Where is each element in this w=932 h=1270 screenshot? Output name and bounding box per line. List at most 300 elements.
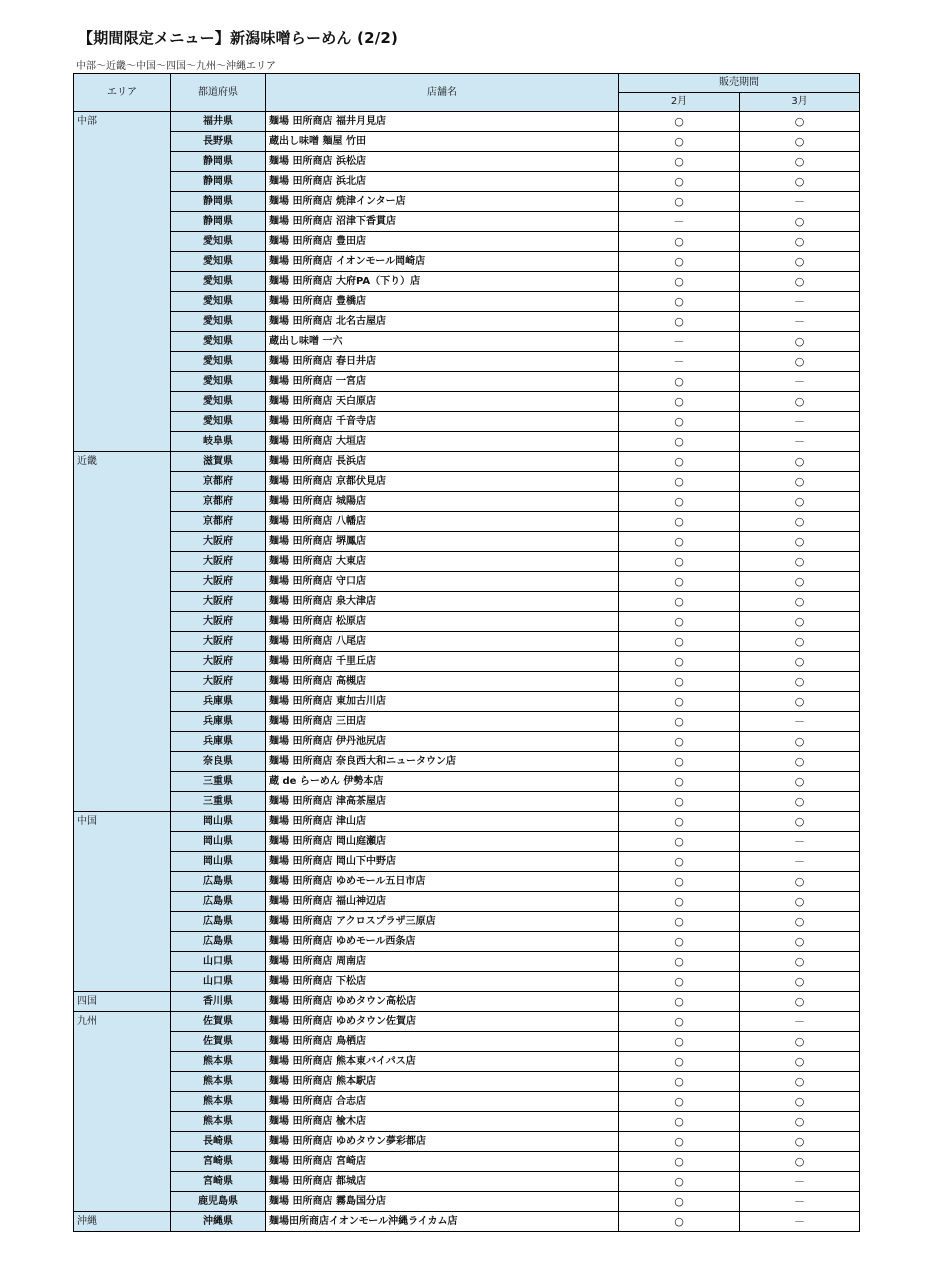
prefecture-cell: 大阪府 [171,652,266,672]
store-name-cell: 蔵出し味噌 一六 [266,332,619,352]
area-cell [74,1192,171,1212]
prefecture-cell: 岐阜県 [171,432,266,452]
store-name-cell: 麺場 田所商店 堺鳳店 [266,532,619,552]
store-name-cell: 麺場 田所商店 ゆめタウン高松店 [266,992,619,1012]
store-name-cell: 麺場 田所商店 岡山下中野店 [266,852,619,872]
mar-status-cell: － [740,712,860,732]
area-cell [74,392,171,412]
table-row [74,1132,860,1152]
prefecture-cell: 三重県 [171,792,266,812]
table-body [74,112,860,1232]
feb-status-cell: ○ [619,1152,740,1172]
feb-status-cell: ○ [619,192,740,212]
table-row [74,352,860,372]
store-name-cell: 麺場 田所商店 熊本東バイパス店 [266,1052,619,1072]
feb-status-cell: ○ [619,452,740,472]
table-row [74,752,860,772]
table-row [74,592,860,612]
table-row [74,632,860,652]
prefecture-cell: 京都府 [171,492,266,512]
area-cell [74,272,171,292]
feb-status-cell: ○ [619,552,740,572]
store-name-cell: 麺場 田所商店 京都伏見店 [266,472,619,492]
table-row [74,1052,860,1072]
table-row [74,552,860,572]
area-cell [74,952,171,972]
area-cell [74,412,171,432]
feb-status-cell: ○ [619,912,740,932]
feb-status-cell: ○ [619,1052,740,1072]
prefecture-cell: 大阪府 [171,672,266,692]
table-row [74,512,860,532]
table-row [74,732,860,752]
feb-status-cell: ○ [619,712,740,732]
feb-status-cell: ○ [619,292,740,312]
prefecture-cell: 岡山県 [171,832,266,852]
feb-status-cell: ○ [619,572,740,592]
table-row [74,532,860,552]
prefecture-cell: 岡山県 [171,852,266,872]
store-name-cell: 麺場 田所商店 松原店 [266,612,619,632]
area-cell [74,1072,171,1092]
prefecture-cell: 愛知県 [171,272,266,292]
store-name-cell: 麺場 田所商店 沼津下香貫店 [266,212,619,232]
store-name-cell: 麺場 田所商店 津高茶屋店 [266,792,619,812]
store-name-cell: 麺場 田所商店 三田店 [266,712,619,732]
prefecture-cell: 京都府 [171,512,266,532]
area-cell [74,652,171,672]
prefecture-cell: 熊本県 [171,1112,266,1132]
prefecture-cell: 佐賀県 [171,1012,266,1032]
table-row [74,472,860,492]
area-cell: 沖縄 [74,1212,171,1232]
mar-status-cell: ○ [740,332,860,352]
area-cell [74,472,171,492]
area-cell [74,172,171,192]
table-row [74,892,860,912]
mar-status-cell: ○ [740,1092,860,1112]
feb-status-cell: ○ [619,692,740,712]
mar-status-cell: ○ [740,512,860,532]
area-cell [74,632,171,652]
mar-status-cell: ○ [740,1152,860,1172]
prefecture-cell: 愛知県 [171,332,266,352]
store-name-cell: 麺場 田所商店 ゆめタウン夢彩都店 [266,1132,619,1152]
store-name-cell: 麺場 田所商店 守口店 [266,572,619,592]
mar-status-cell: － [740,1172,860,1192]
store-name-cell: 麺場 田所商店 伊丹池尻店 [266,732,619,752]
feb-status-cell: ○ [619,492,740,512]
prefecture-cell: 三重県 [171,772,266,792]
area-cell [74,692,171,712]
table-row [74,1072,860,1092]
area-cell: 中部 [74,112,171,132]
mar-status-cell: ○ [740,872,860,892]
prefecture-cell: 熊本県 [171,1092,266,1112]
area-cell [74,592,171,612]
feb-status-cell: ○ [619,412,740,432]
prefecture-cell: 静岡県 [171,172,266,192]
prefecture-cell: 鹿児島県 [171,1192,266,1212]
area-cell: 近畿 [74,452,171,472]
store-name-cell: 麺場 田所商店 長浜店 [266,452,619,472]
mar-status-cell: ○ [740,952,860,972]
store-name-cell: 麺場 田所商店 一宮店 [266,372,619,392]
header-mar: 3月 [740,93,860,112]
store-name-cell: 麺場 田所商店 豊田店 [266,232,619,252]
feb-status-cell: ○ [619,1172,740,1192]
prefecture-cell: 佐賀県 [171,1032,266,1052]
mar-status-cell: ○ [740,232,860,252]
mar-status-cell: ○ [740,752,860,772]
table-row [74,672,860,692]
prefecture-cell: 大阪府 [171,632,266,652]
prefecture-cell: 愛知県 [171,412,266,432]
feb-status-cell: ○ [619,772,740,792]
table-row [74,812,860,832]
area-cell [74,532,171,552]
prefecture-cell: 兵庫県 [171,712,266,732]
feb-status-cell: ○ [619,652,740,672]
mar-status-cell: ○ [740,572,860,592]
store-name-cell: 麺場 田所商店 津山店 [266,812,619,832]
area-cell [74,552,171,572]
mar-status-cell: － [740,312,860,332]
area-cell [74,352,171,372]
store-name-cell: 麺場 田所商店 北名古屋店 [266,312,619,332]
mar-status-cell: ○ [740,452,860,472]
area-cell [74,332,171,352]
mar-status-cell: － [740,412,860,432]
store-name-cell: 麺場 田所商店 八尾店 [266,632,619,652]
table-row [74,172,860,192]
prefecture-cell: 山口県 [171,952,266,972]
table-row [74,972,860,992]
store-name-cell: 麺場 田所商店 天白原店 [266,392,619,412]
header-area: エリア [74,74,171,112]
table-row [74,952,860,972]
mar-status-cell: ○ [740,972,860,992]
mar-status-cell: ○ [740,892,860,912]
table-row [74,992,860,1012]
area-cell [74,832,171,852]
prefecture-cell: 広島県 [171,932,266,952]
store-table [73,73,860,1232]
store-name-cell: 麺場 田所商店 奈良西大和ニュータウン店 [266,752,619,772]
mar-status-cell: － [740,1212,860,1232]
prefecture-cell: 静岡県 [171,192,266,212]
feb-status-cell: ○ [619,1112,740,1132]
store-name-cell: 麺場 田所商店 豊橋店 [266,292,619,312]
table-row [74,1192,860,1212]
prefecture-cell: 愛知県 [171,232,266,252]
store-name-cell: 麺場 田所商店 千里丘店 [266,652,619,672]
table-row [74,612,860,632]
table-row [74,192,860,212]
mar-status-cell: ○ [740,992,860,1012]
header-period: 販売期間 [619,74,860,93]
table-row [74,832,860,852]
area-cell [74,212,171,232]
mar-status-cell: ○ [740,1032,860,1052]
prefecture-cell: 大阪府 [171,532,266,552]
feb-status-cell: ○ [619,672,740,692]
store-name-cell: 麺場 田所商店 都城店 [266,1172,619,1192]
area-cell [74,152,171,172]
area-cell [74,372,171,392]
mar-status-cell: ○ [740,932,860,952]
store-name-cell: 麺場 田所商店 城陽店 [266,492,619,512]
table-row [74,932,860,952]
feb-status-cell: － [619,332,740,352]
area-cell [74,432,171,452]
area-cell [74,1052,171,1072]
table-row [74,332,860,352]
prefecture-cell: 京都府 [171,472,266,492]
area-cell [74,672,171,692]
store-name-cell: 麺場 田所商店 大垣店 [266,432,619,452]
feb-status-cell: ○ [619,272,740,292]
feb-status-cell: － [619,212,740,232]
mar-status-cell: ○ [740,112,860,132]
area-cell [74,232,171,252]
feb-status-cell: ○ [619,1012,740,1032]
table-row [74,652,860,672]
feb-status-cell: ○ [619,832,740,852]
feb-status-cell: ○ [619,1032,740,1052]
store-name-cell: 麺場 田所商店 合志店 [266,1092,619,1112]
feb-status-cell: ○ [619,612,740,632]
mar-status-cell: ○ [740,792,860,812]
area-cell: 中国 [74,812,171,832]
feb-status-cell: ○ [619,392,740,412]
store-name-cell: 麺場 田所商店 焼津インター店 [266,192,619,212]
mar-status-cell: ○ [740,532,860,552]
area-cell [74,612,171,632]
feb-status-cell: ○ [619,472,740,492]
feb-status-cell: ○ [619,1212,740,1232]
feb-status-cell: ○ [619,152,740,172]
mar-status-cell: ○ [740,492,860,512]
store-name-cell: 麺場 田所商店 宮崎店 [266,1152,619,1172]
store-name-cell: 麺場 田所商店 大東店 [266,552,619,572]
area-cell [74,892,171,912]
feb-status-cell: ○ [619,992,740,1012]
mar-status-cell: ○ [740,652,860,672]
prefecture-cell: 兵庫県 [171,732,266,752]
table-row [74,1112,860,1132]
prefecture-cell: 愛知県 [171,292,266,312]
prefecture-cell: 奈良県 [171,752,266,772]
prefecture-cell: 山口県 [171,972,266,992]
table-row [74,372,860,392]
area-cell: 四国 [74,992,171,1012]
area-cell [74,1112,171,1132]
header-store: 店舗名 [266,74,619,112]
area-cell [74,712,171,732]
store-name-cell: 麺場 田所商店 ゆめモール西条店 [266,932,619,952]
table-row [74,292,860,312]
mar-status-cell: ○ [740,472,860,492]
area-cell [74,872,171,892]
store-name-cell: 麺場 田所商店 浜北店 [266,172,619,192]
mar-status-cell: － [740,192,860,212]
feb-status-cell: ○ [619,852,740,872]
feb-status-cell: ○ [619,1132,740,1152]
prefecture-cell: 静岡県 [171,152,266,172]
mar-status-cell: － [740,1192,860,1212]
area-cell [74,1092,171,1112]
feb-status-cell: ○ [619,1192,740,1212]
table-row [74,912,860,932]
mar-status-cell: ○ [740,1132,860,1152]
table-row [74,252,860,272]
feb-status-cell: ○ [619,1092,740,1112]
prefecture-cell: 愛知県 [171,392,266,412]
store-name-cell: 麺場 田所商店 高槻店 [266,672,619,692]
store-name-cell: 麺場 田所商店 福山神辺店 [266,892,619,912]
store-name-cell: 麺場 田所商店 千音寺店 [266,412,619,432]
mar-status-cell: ○ [740,692,860,712]
prefecture-cell: 福井県 [171,112,266,132]
table-row [74,1012,860,1032]
table-row [74,392,860,412]
area-cell [74,1172,171,1192]
table-row [74,772,860,792]
table-row [74,272,860,292]
table-row [74,792,860,812]
area-cell [74,1032,171,1052]
store-name-cell: 麺場 田所商店 ゆめモール五日市店 [266,872,619,892]
mar-status-cell: ○ [740,132,860,152]
mar-status-cell: ○ [740,592,860,612]
table-row [74,872,860,892]
prefecture-cell: 沖縄県 [171,1212,266,1232]
area-subtitle: 中部〜近畿〜中国〜四国〜九州〜沖縄エリア [76,61,276,72]
mar-status-cell: ○ [740,212,860,232]
table-row [74,712,860,732]
table-row [74,1172,860,1192]
table-row [74,232,860,252]
area-cell [74,132,171,152]
table-row [74,432,860,452]
store-name-cell: 麺場 田所商店 岡山庭瀬店 [266,832,619,852]
feb-status-cell: ○ [619,892,740,912]
mar-status-cell: ○ [740,732,860,752]
area-cell [74,932,171,952]
feb-status-cell: ○ [619,372,740,392]
prefecture-cell: 兵庫県 [171,692,266,712]
prefecture-cell: 熊本県 [171,1072,266,1092]
mar-status-cell: ○ [740,152,860,172]
prefecture-cell: 大阪府 [171,552,266,572]
mar-status-cell: － [740,852,860,872]
prefecture-cell: 宮崎県 [171,1152,266,1172]
area-cell [74,732,171,752]
prefecture-cell: 岡山県 [171,812,266,832]
store-name-cell: 麺場田所商店イオンモール沖縄ライカム店 [266,1212,619,1232]
table-row [74,412,860,432]
area-cell [74,792,171,812]
prefecture-cell: 愛知県 [171,352,266,372]
prefecture-cell: 宮崎県 [171,1172,266,1192]
area-cell [74,852,171,872]
store-name-cell: 蔵出し味噌 麺屋 竹田 [266,132,619,152]
area-cell [74,772,171,792]
feb-status-cell: ○ [619,252,740,272]
table-row [74,852,860,872]
area-cell [74,572,171,592]
feb-status-cell: － [619,352,740,372]
mar-status-cell: ○ [740,392,860,412]
prefecture-cell: 大阪府 [171,572,266,592]
table-row [74,1152,860,1172]
prefecture-cell: 滋賀県 [171,452,266,472]
area-cell [74,252,171,272]
table-row [74,212,860,232]
mar-status-cell: ○ [740,812,860,832]
feb-status-cell: ○ [619,532,740,552]
store-name-cell: 麺場 田所商店 霧島国分店 [266,1192,619,1212]
mar-status-cell: ○ [740,612,860,632]
mar-status-cell: ○ [740,632,860,652]
mar-status-cell: － [740,1012,860,1032]
table-row [74,492,860,512]
store-name-cell: 麺場 田所商店 八幡店 [266,512,619,532]
feb-status-cell: ○ [619,432,740,452]
feb-status-cell: ○ [619,872,740,892]
feb-status-cell: ○ [619,632,740,652]
mar-status-cell: ○ [740,172,860,192]
mar-status-cell: － [740,432,860,452]
mar-status-cell: － [740,372,860,392]
feb-status-cell: ○ [619,312,740,332]
mar-status-cell: ○ [740,772,860,792]
mar-status-cell: ○ [740,252,860,272]
prefecture-cell: 広島県 [171,912,266,932]
mar-status-cell: ○ [740,672,860,692]
prefecture-cell: 愛知県 [171,312,266,332]
area-cell: 九州 [74,1012,171,1032]
feb-status-cell: ○ [619,112,740,132]
store-name-cell: 麺場 田所商店 ゆめタウン佐賀店 [266,1012,619,1032]
store-name-cell: 麺場 田所商店 春日井店 [266,352,619,372]
store-name-cell: 蔵 de らーめん 伊勢本店 [266,772,619,792]
feb-status-cell: ○ [619,132,740,152]
prefecture-cell: 大阪府 [171,592,266,612]
feb-status-cell: ○ [619,932,740,952]
feb-status-cell: ○ [619,972,740,992]
table-row [74,572,860,592]
prefecture-cell: 熊本県 [171,1052,266,1072]
mar-status-cell: ○ [740,912,860,932]
store-name-cell: 麺場 田所商店 泉大津店 [266,592,619,612]
store-name-cell: 麺場 田所商店 イオンモール岡崎店 [266,252,619,272]
page-title: 【期間限定メニュー】新潟味噌らーめん (2/2) [78,29,399,47]
mar-status-cell: ○ [740,552,860,572]
area-cell [74,1132,171,1152]
table-row [74,1032,860,1052]
prefecture-cell: 愛知県 [171,252,266,272]
store-name-cell: 麺場 田所商店 アクロスプラザ三原店 [266,912,619,932]
mar-status-cell: ○ [740,1052,860,1072]
area-cell [74,312,171,332]
mar-status-cell: ○ [740,272,860,292]
area-cell [74,752,171,772]
store-name-cell: 麺場 田所商店 熊本駅店 [266,1072,619,1092]
table-row [74,452,860,472]
area-cell [74,292,171,312]
